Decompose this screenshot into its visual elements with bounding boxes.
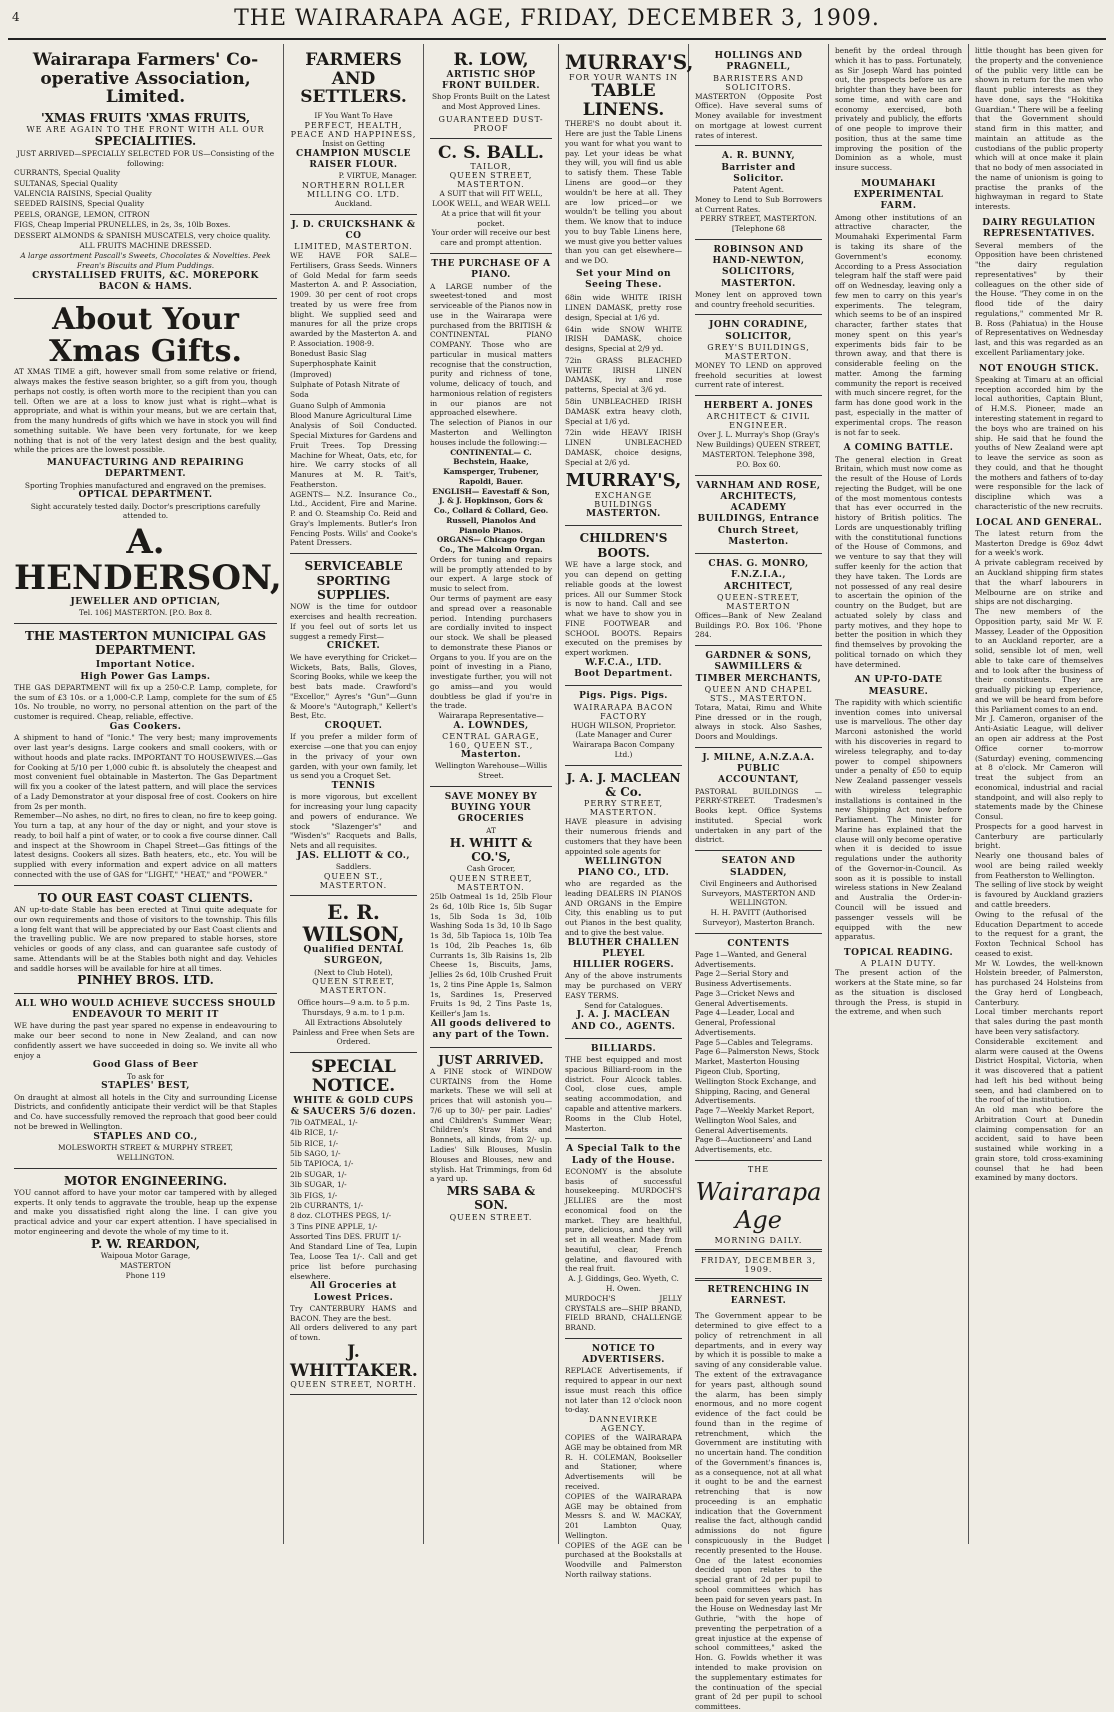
terms: Our terms of payment are easy and spread over a reasonable period. Intending purchasers are cordially invited to inspect our stock. We shall be pleased to demonstrate these Pianos or Organs to you. If you are on the point of investing in a Piano, investigate further, you will not go amiss—and you would doubtless be glad if you're in the trade. bbox=[430, 594, 552, 711]
retrenching-body: The Government appear to be determined to give effect to a policy of retrenchment in all departments, and in every way by which it is possible to make a saving of any considerable value. The extent of the extravagance for years past, although sound the alarm, has been simply enormous, and no more cogent evidence of the fact could be found than in the regime of retrenchment, which the Government are instituting with no uncertain hand. The condition of the Government's finances is, as a consequence, not at all what it ought to be and the earnest retrenching that is now proceeding is an emphatic indication that the Government realise the fact, although candid admissions do not figure conspicuously in the Budget recently presented to the House. One of the latest economies decided upon relates to the special grant of 2d per pupil to school committees which has been paid for seven years past. In the House on Wednesday last Mr Guthrie, "with the hope of preventing the perpetration of a great injustice at the expense of school committees," asked the Hon. G. Fowlds whether it was intended to make provision on the supplementary estimates for the continuation of the special grant of 2d per pupil to school committees. bbox=[695, 1311, 822, 1712]
contents-item: Page 6—Palmerston News, Stock Market, Masterton Housing Pigeon Club, Sporting, Wellington Stock Exchange, and Shipping, Racing, and General Advertisements. bbox=[695, 1047, 819, 1106]
seaton-body: Civil Engineers and Authorised Surveyors, MASTERTON AND WELLINGTON. bbox=[699, 878, 818, 908]
whitt-loc: QUEEN STREET, MASTERTON. bbox=[449, 874, 533, 893]
novelties: A large assortment Pascall's Sweets, Chocolates & Novelties. Peek Frean's Biscuits and Plum Puddings. bbox=[20, 251, 271, 271]
murrays-linen-ad bbox=[565, 46, 694, 526]
local-item: Considerable excitement and alarm were caused at the Owens District Hospital, Victoria, when it was discovered that a patient had left his bed without being seen, and had clambered on to the roof of the institution. bbox=[975, 1036, 1103, 1105]
cricket-head: CRICKET. bbox=[326, 641, 381, 652]
at: AT bbox=[486, 825, 496, 835]
moumahaki-title: MOUMAHAKI EXPERIMENTAL FARM. bbox=[853, 178, 944, 212]
bluther-line: BLUTHER CHALLEN PLEYEL bbox=[567, 937, 680, 959]
bacon-ad bbox=[565, 686, 682, 765]
molesworth: MOLESWORTH STREET & MURPHY STREET, bbox=[58, 1142, 233, 1152]
coradine: JOHN CORADINE, SOLICITOR, bbox=[709, 320, 808, 342]
fertiliser-row: Blood Manure Agricultural Lime bbox=[290, 410, 412, 420]
local-item: Mr J. Cameron, organiser of the Anti-Asiatic League, will deliver an open air address at the Post Office corner to-morrow (Saturday) evening, commencing at 8 o'clock. Mr Cameron will treat the subject from an economical, industrial and racial standpoint, and will also reply to statements made by the Chinese Consul. bbox=[975, 714, 1103, 822]
local-item: A private cablegram received by an Auckland shipping firm states that the wharf labourers in Melbourne are on strike and ships are not discharging. bbox=[975, 558, 1103, 607]
dannevirke: DANNEVIRKE AGENCY. bbox=[589, 1415, 658, 1434]
wfca-boots-ad bbox=[565, 526, 682, 686]
croquet-body: If you prefer a milder form of exercise —one that you can enjoy in the privacy of your own garden, with your own family, let us send you a Croquet Set. bbox=[290, 732, 417, 781]
varnham-ad bbox=[695, 476, 822, 555]
tennis-body: is more vigorous, but excellent for increasing your lung capacity and powers of endurance. We stock "Slazenger's" and "Wisden's" Racquets and Balls, Nets and all requisites. bbox=[290, 792, 417, 851]
retrench-continued: benefit by the ordeal through which it has to pass. Fortunately, as Sir Joseph Ward has pointed out, the prospects before us are brighter than they have been for some time, and with care and economy exercised, both privately and publicly, the efforts of one people to improve their position, thus at the same time improving the position of the Dominion as a whole, must insure success. bbox=[835, 46, 962, 173]
elliott-loc: QUEEN ST., MASTERTON. bbox=[319, 872, 388, 891]
local-item: Prospects for a good harvest in Canterbury are particularly bright. bbox=[975, 821, 1103, 851]
battle-title: A COMING BATTLE. bbox=[843, 443, 954, 454]
front-line: WE ARE AGAIN TO THE FRONT WITH ALL OUR bbox=[26, 125, 265, 135]
insist: Insist on Getting bbox=[322, 138, 385, 148]
order-care: Your order will receive our best care and prompt attention. bbox=[431, 228, 551, 248]
low-name: R. LOW, bbox=[453, 50, 529, 70]
important-notice: Important Notice. bbox=[95, 660, 196, 671]
grocery-item: 3lb SUGAR, 1/- bbox=[290, 1180, 347, 1190]
monro-loc: QUEEN-STREET, MASTERTON bbox=[717, 592, 800, 611]
analysis: Analysis of Soil Conducted. Special Mixtures for Gardens and Fruit Trees. Top Dressing Machine for Wheat, Oats, etc, for hire. We carry stocks of all Manures at M. R. Tait's, Featherston. bbox=[290, 421, 417, 489]
ball-ad bbox=[430, 139, 552, 254]
hollings-ad bbox=[695, 46, 822, 146]
piano-body-2: The selection of Pianos in our Masterton and Wellington houses include the following:— bbox=[430, 418, 552, 447]
coradine-ad bbox=[695, 315, 822, 396]
masthead-title: THE WAIRARAPA AGE, FRIDAY, DECEMBER 3, 1909. bbox=[234, 6, 880, 31]
the: THE bbox=[747, 1164, 770, 1174]
save-money: SAVE MONEY BY BUYING YOUR GROCERIES bbox=[444, 791, 538, 825]
henderson-tel: Tel. 106] MASTERTON. [P.O. Box 8. bbox=[78, 607, 213, 617]
editorial-masthead bbox=[695, 1161, 822, 1308]
fruit-item: SEEDED RAISINS, Special Quality bbox=[14, 199, 145, 209]
whitt-ad bbox=[430, 787, 552, 1048]
lowest-prices: All Groceries at Lowest Prices. bbox=[310, 1281, 397, 1303]
standard-line: And Standard Line of Tea, Lupin Tea, Loose Tea 1/-. Call and get price list before purchasing elsewhere. bbox=[290, 1242, 417, 1281]
grocery-item: 3lb FIGS, 1/- bbox=[290, 1190, 338, 1200]
ask-for: To ask for bbox=[127, 1071, 164, 1081]
local-item: Nearly one thousand bales of wool are being railed weekly from Featherston to Wellington. bbox=[975, 851, 1103, 880]
cruickshank-limited: LIMITED, MASTERTON. bbox=[294, 242, 413, 252]
monro-body: Offices—Bank of New Zealand Buildings P.O. Box 106. 'Phone 284. bbox=[695, 610, 822, 640]
patent: Patent Agent. bbox=[733, 185, 784, 195]
northern-milling-ad bbox=[290, 46, 417, 215]
xmas-fruits: 'XMAS FRUITS 'XMAS FRUITS, bbox=[40, 111, 251, 126]
farmers-coop-ad bbox=[14, 46, 277, 299]
henderson-name: A. HENDERSON, bbox=[14, 522, 282, 598]
pinhey-name: PINHEY BROS. LTD. bbox=[77, 973, 214, 988]
crystallised: CRYSTALLISED FRUITS, &C. MOREPORK BACON & HAMS. bbox=[32, 270, 259, 293]
grocery-item: 5lb TAPIOCA, 1/- bbox=[290, 1159, 354, 1169]
lowndes: A. LOWNDES, bbox=[453, 720, 529, 731]
cruickshank-ad bbox=[290, 215, 417, 555]
guaranteed: GUARANTEED DUST-PROOF bbox=[438, 114, 544, 133]
delivered: All goods delivered to any part of the Town. bbox=[430, 1019, 552, 1041]
manufacturing: MANUFACTURING AND REPAIRING DEPARTMENT. bbox=[46, 458, 245, 480]
contents bbox=[695, 934, 822, 1161]
enough-body: Speaking at Timaru at an official reception accorded him by the local authorities, Captain Blunt, of H.M.S. Pioneer, made an interesting statement in regard to the boys who are trained on his ship. He said that he found the youths of New Zealand were apt to leave the service as soon as they could, and that he thought the mothers and fathers of to-day were responsible for the lack of discipline which was a characteristic of the new recruits. bbox=[975, 374, 1103, 511]
battle-body: The general election in Great Britain, which must now come as the result of the House of Lords rejecting the Budget, will be one of the most momentous contests that has ever occurred in the history of British politics. The Lords are unquestionably trifling with the constitutional functions of the House of Commons, and we venture to say that they will suffer keenly for the action that they have taken. The Lords are not possessed of any real desire to ascertain the opinion of the country on the Budget, but are actuated solely by class and party motives, and they hope to better the position in which they find themselves by provoking the political tornado on which they have determined. bbox=[835, 454, 962, 669]
croquet-head: CROQUET. bbox=[324, 721, 383, 732]
measure-title: AN UP-TO-DATE MEASURE. bbox=[854, 675, 943, 697]
continental: CONTINENTAL— C. Bechstein, Haake, Kamsperger, Trubener, Rapoldi, Bauer. bbox=[443, 447, 539, 486]
ball-loc: QUEEN STREET, MASTERTON. bbox=[449, 171, 533, 190]
all-who: ALL WHO WOULD ACHIEVE SUCCESS SHOULD ENDEAVOUR TO MERIT IT bbox=[15, 998, 276, 1021]
whittaker-name: J. WHITTAKER. bbox=[290, 1341, 418, 1381]
retrenching-title: RETRENCHING IN EARNEST. bbox=[707, 1284, 810, 1307]
reardon-sub: Waipoua Motor Garage, bbox=[100, 1251, 191, 1261]
bunny-perry: PERRY STREET, MASTERTON. [Telephone 68 bbox=[700, 214, 817, 234]
monro: CHAS. G. MONRO, F.N.Z.I.A., ARCHITECT, bbox=[708, 559, 809, 592]
optical: OPTICAL DEPARTMENT. bbox=[78, 490, 213, 501]
pinhey-ad bbox=[14, 886, 277, 994]
billiards: BILLIARDS. bbox=[590, 1043, 657, 1054]
grocery-item: 7lb OATMEAL, 1/- bbox=[290, 1118, 358, 1127]
gardner-loc: QUEEN AND CHAPEL STS., MASTERTON. bbox=[704, 684, 813, 703]
staples-best: STAPLES' BEST, bbox=[101, 1081, 190, 1092]
fertiliser-row: Superphosphate Kainit (Improved) bbox=[290, 359, 377, 379]
grocery-item: 2lb CURRANTS, 1/- bbox=[290, 1200, 364, 1210]
reardon-phone: Phone 119 bbox=[125, 1270, 166, 1280]
moumahaki-body: Among other institutions of an attractive character, the Moumahaki Experimental Farm is taking its share of the Government's economy. According to a Press Association telegram half the staff were paid off on Wednesday, leaving only a few men to carry on this year's experiments. The telegram, which seems to be of an inspired character, farther states that money spent on this year's experiments bids fair to be thrown away, and that there is considerable feeling on the matter. Among the farming community the report is received with much sincere regret, for the farm has done good work in the past, especially in the matter of experimental crops. The reason is not far to seek. bbox=[835, 212, 962, 437]
money: Money to Lend to Sub Borrowers at Current Rates. bbox=[695, 194, 822, 214]
murdoch-ad bbox=[565, 1139, 682, 1339]
virtue: P. VIRTUE, Manager. bbox=[338, 171, 417, 181]
fruit-item: DESSERT ALMONDS & SPANISH MUSCATELS, very choice quality. bbox=[14, 230, 271, 240]
reardon-ad bbox=[14, 1169, 277, 1286]
tuning: Orders for tuning and repairs will be promptly attended to by our expert. A large stock of music to select from. bbox=[430, 554, 552, 594]
fertiliser-row: Bonedust Basic Slag bbox=[290, 348, 367, 358]
special-notice: SPECIAL NOTICE. bbox=[311, 1057, 396, 1096]
staples-body: WE have during the past year spared no expense in endeavouring to make our beer second to none in New Zealand, and can now confidently assert we have succeeded in doing so. We invite all who enjoy a bbox=[14, 1021, 277, 1060]
any-above: Any of the above instruments may be purchased on VERY EASY TERMS. bbox=[565, 971, 682, 1000]
column-5 bbox=[689, 44, 829, 1712]
column-3 bbox=[424, 44, 559, 1544]
milne-ad bbox=[695, 748, 822, 851]
murrays-title: MURRAY'S, bbox=[565, 50, 694, 74]
grocery-item: 5lb RICE, 1/- bbox=[290, 1138, 339, 1148]
late-manager: (Late Manager and Curer Wairarapa Bacon Company Ltd.) bbox=[572, 730, 675, 759]
linen-item: 58in UNBLEACHED IRISH DAMASK extra heavy cloth, Special at 1/6 yd. bbox=[565, 397, 682, 426]
tailor: TAILOR, bbox=[470, 162, 512, 172]
copies-3: COPIES of the AGE can be purchased at the Bookstalls at Woodville and Palmerston North railway stations. bbox=[565, 1540, 682, 1579]
wairarapa-age-logo: Wairarapa Age bbox=[695, 1177, 822, 1234]
elliott-ad bbox=[290, 554, 417, 896]
shop-front: Shop Fronts Built on the Latest and Most Approved Lines. bbox=[431, 92, 550, 111]
billiards-body: THE best equipped and most spacious Billiard-room in the district. Four Alcock tables. Cool, close cues, ample seating accommodation, and capable and attentive markers. Rooms in the Club Hotel, Masterton. bbox=[565, 1055, 682, 1133]
wilson-loc: QUEEN STREET, MASTERTON. bbox=[312, 977, 395, 996]
dental: Qualified DENTAL SURGEON, bbox=[303, 945, 404, 967]
price: At a price that will fit your pocket. bbox=[441, 208, 541, 228]
ball-name: C. S. BALL. bbox=[438, 142, 544, 163]
motor-body: YOU cannot afford to have your motor car tampered with by alleged experts. It only tends to aggravate the trouble, heap up the expense and make you dissatisfied right along the line. I can give you practical advice and your car expert attention. I have specialised in motor engineering and devote the whole of my time to it. bbox=[14, 1187, 277, 1236]
murrays-title-2: MURRAY'S, bbox=[565, 470, 682, 492]
milne: J. MILNE, A.N.Z.A.A. PUBLIC ACCOUNTANT, bbox=[702, 752, 815, 786]
low-ad bbox=[430, 46, 552, 139]
cruickshank-body: WE HAVE FOR SALE—Fertilisers, Grass Seeds. Winners of Gold Medal for farm seeds Masterton A. and P. Association, 1909. 30 per cent of root crops treated by us were free from blight. We supplied seed and manures for all the prize crops awarded by the Masterton A. and P. Association. 1908-9. bbox=[290, 251, 417, 349]
elliott-name: JAS. ELLIOTT & CO., bbox=[297, 851, 410, 862]
contents-item: Page 3—Cricket News and General Advertisements. bbox=[695, 988, 795, 1008]
fruit-item: SULTANAS, Special Quality bbox=[14, 178, 118, 188]
cash-grocer: Cash Grocer, bbox=[466, 864, 516, 874]
representative: Wairarapa Representative— bbox=[438, 711, 544, 721]
wellington: WELLINGTON. bbox=[116, 1152, 175, 1162]
exchange: EXCHANGE BUILDINGS bbox=[594, 491, 653, 510]
auckland: Auckland. bbox=[334, 198, 373, 208]
contents-item: Page 4—Leader, Local and General, Professional Advertisements. bbox=[695, 1008, 795, 1037]
murrays-masterton: MASTERTON. bbox=[586, 509, 661, 520]
assoc-name: Wairarapa Farmers' Co-operative Association, Limited. bbox=[32, 50, 259, 108]
contents-item: Page 2—Serial Story and Business Advertisements. bbox=[695, 969, 792, 989]
col7-body-1: little thought has been given for the property and the convenience of the public very little can be shown in return for the men who flaunt public interests as they have done, says the "Hokitika Guardian." There will be a feeling that the Government should stand firm in this matter, and maintain an attitude as the custodians of the public property which will at once make it plain that no body of men associated in the name of unionism is going to practise the pranks of the highwayman in regard to State interests. bbox=[975, 46, 1103, 212]
morning-daily: MORNING DAILY. bbox=[714, 1235, 803, 1245]
bacon-factory: WAIRARAPA BACON FACTORY bbox=[573, 702, 674, 721]
local-item: Owing to the refusal of the Education Department to accede to the request for a grant, the Foxton Technical School has ceased to exist. bbox=[975, 909, 1103, 958]
coradine-body: MONEY TO LEND on approved freehold securities at lowest current rate of interest. bbox=[695, 360, 822, 390]
special-talk: A Special Talk to the Lady of the House. bbox=[566, 1144, 681, 1166]
local-item: The selling of live stock by weight is favoured by Auckland graziers and cattle breeders. bbox=[975, 880, 1103, 910]
piano-ad bbox=[430, 254, 552, 787]
orders: All orders delivered to any part of town. bbox=[290, 1323, 417, 1343]
grocery-item: 2lb SUGAR, 1/- bbox=[290, 1169, 347, 1179]
pigs: Pigs. Pigs. Pigs. bbox=[579, 691, 668, 702]
gifts-title: About Your Xmas Gifts. bbox=[49, 302, 242, 369]
column-4 bbox=[559, 44, 694, 1579]
white-cups: WHITE & GOLD CUPS & SAUCERS 5/6 dozen. bbox=[290, 1095, 417, 1117]
artistic: ARTISTIC SHOP FRONT BUILDER. bbox=[441, 69, 541, 91]
milne-body: PASTORAL BUILDINGS — PERRY-STREET. Tradesmen's Books kept. Office Systems instituted. Special work undertaken in any part of the district. bbox=[695, 786, 822, 845]
whitt-name: H. WHITT & CO.'S, bbox=[449, 835, 533, 864]
replace: REPLACE Advertisements, if required to appear in our next issue must reach this office not later than 12 o'clock noon to-day. bbox=[565, 1366, 682, 1415]
wfca: W.F.C.A., LTD. bbox=[585, 657, 662, 668]
robinson: ROBINSON AND HAND-NEWTON, SOLICITORS, MASTERTON. bbox=[712, 244, 805, 289]
want-line: IF You Want To Have bbox=[314, 111, 393, 121]
gas-body-1: THE GAS DEPARTMENT will fix up a 250-C.P. Lamp, complete, for the sum of £3 10s. or a 1,000-C.P. Lamp, complete for the sum of £5 10s. No trouble, no worry, no personal attention on the part of the customer is required. Cheap, reliable, effective. bbox=[14, 682, 277, 722]
hugh-wilson: HUGH WILSON, Proprietor. bbox=[570, 720, 677, 730]
wilson-ad bbox=[290, 896, 417, 1053]
whitt-prices: 25lb Oatmeal 1s 1d, 25lb Flour 2s 6d, 10lb Rice 1s, 5lb Sugar 1s, 5lb Soda 1s 3d, 10lb Washing Soda 1s 3d, 10 lb Sago 1s 3d, 5lb Tapioca 1s, 10lb Tea 1s 10d, 2lb Peaches 1s, 6lb Currants 1s, 3lb Raisins 1s, 2lb Cheese 1s, Biscuits, Jams, Jellies 2s 6d, 10lb Crushed Fruit 1s, 2 tins Pine Apple 1s, Salmon 1s, Sardines 1s, Preserved Fruits 1s 9d, 2 Tins Paste 1s, Keiller's Jam 1s. bbox=[430, 892, 552, 1019]
masthead bbox=[8, 4, 1106, 40]
contents-item: Page 5—Cables and Telegrams. bbox=[695, 1037, 813, 1047]
maclean-name: J. A. J. MACLEAN & Co. bbox=[566, 770, 681, 800]
club-hotel: (Next to Club Hotel), bbox=[314, 967, 393, 977]
topical-title: TOPICAL READING. bbox=[843, 948, 954, 959]
high-power: High Power Gas Lamps. bbox=[80, 671, 211, 682]
linen-item: 72in wide HEAVY IRISH LINEN UNBLEACHED DAMASK, choice designs, Special at 2/6 yd. bbox=[565, 428, 682, 467]
northern: NORTHERN ROLLER MILLING CO. LTD. bbox=[301, 180, 406, 199]
column-6 bbox=[829, 44, 969, 1544]
giddings: A. J. Giddings, Geo. Wyeth, C. H. Owen. bbox=[568, 1274, 679, 1293]
draught: On draught at almost all hotels in the City and surrounding License Districts, and confidently anticipate their verdict will be that Staples and Co. have successfully removed the reproach that good beer could not be brewed in Wellington. bbox=[14, 1092, 277, 1131]
leading: who are regarded as the leading DEALERS IN PIANOS AND ORGANS in the Empire City, this enabling us to put out Pianos in the best quality, and to give the best value. bbox=[565, 879, 682, 937]
farmers-settlers: FARMERS AND SETTLERS. bbox=[300, 50, 407, 108]
canterbury: Try CANTERBURY HAMS and BACON. They are the best. bbox=[290, 1303, 417, 1323]
measure-body: The rapidity with which scientific invention comes into universal use is marvellous. The other day Marconi astonished the world with his discoveries in regard to wireless telegraphy, and to-day power to compel shipowners under a penalty of £50 to equip New Zealand passenger vessels with wireless telegraphic installations is contained in the new Shipping Act now before Parliament. The Minister for Marine has explained that the clause will only become operative when it is decided to issue regulations under the authority of the Governor-in-Council. As soon as it is possible to install wireless stations in New Zealand and Australia the Order-in-Council will be issued and passenger vessels will be equipped with the new apparatus. bbox=[835, 697, 962, 942]
for-your: FOR YOUR WANTS IN bbox=[569, 73, 678, 82]
varnham: VARNHAM AND ROSE, ARCHITECTS, ACADEMY BUILDINGS, Entrance Church Street, Masterton. bbox=[696, 480, 821, 547]
english: ENGLISH— Eavestaff & Son, J. & J. Hopkinson, Gors & Co., Collard & Collard, Geo. Russell, Pianolos And Pianolo Pianos. bbox=[432, 486, 550, 535]
economy: ECONOMY is the absolute basis of successful housekeeping. MURDOCH'S JELLIES are the most economical food on the market. They are healthful, pure, delicious, and they will set in all weather. Made from beautiful, clear, French gelatine, and flavoured with the real fruit. bbox=[565, 1166, 682, 1274]
wilson-name: E. R. WILSON, bbox=[302, 900, 405, 947]
notices bbox=[565, 1339, 682, 1585]
perfect-line: PERFECT, HEALTH, PEACE AND HAPPINESS, bbox=[290, 120, 417, 139]
contents-title: CONTENTS bbox=[727, 938, 790, 949]
whittaker-loc: QUEEN STREET, NORTH. bbox=[290, 1380, 417, 1390]
seaton: SEATON AND SLADDEN, bbox=[721, 856, 796, 878]
cruickshank: J. D. CRUICKSHANK & CO bbox=[291, 219, 416, 241]
robinson-ad bbox=[695, 240, 822, 316]
architect: ARCHITECT & CIVIL ENGINEER. bbox=[706, 412, 811, 431]
henderson-ad bbox=[14, 299, 282, 623]
local-title: LOCAL AND GENERAL. bbox=[975, 517, 1103, 528]
boot-dept: Boot Department. bbox=[574, 669, 673, 680]
copies-2: COPIES of the WAIRARAPA AGE may be obtained from Messrs S. and W. MACKAY, 201 Lambton Quay, Wellington. bbox=[565, 1491, 682, 1540]
gifts-body: AT XMAS TIME a gift, however small from some relative or friend, always makes the festive season brighter, so a gift from you, though perhaps not costly, is often worth more to the recipient than you can tell. Often we are at a loss to know just what is right—what is appropriate, and what is within your means, but we are certain that, from the many hundreds of gifts which we have in stock you will find something suitable. We have been very fortunate, for we keep nothing that is not of the very latest design and the best quality, while the prices are the lowest possible. bbox=[14, 367, 277, 455]
fruit-item: PEELS, ORANGE, LEMON, CITRON bbox=[14, 209, 150, 219]
hollings: HOLLINGS AND PRAGNELL, bbox=[714, 51, 803, 73]
grocery-item: 5lb SAGO, 1/- bbox=[290, 1149, 341, 1159]
linen-item: 68in wide WHITE IRISH LINEN DAMASK, pretty rose design, Special at 1/6 yd. bbox=[565, 293, 682, 322]
suit: A SUIT that will FIT WELL, LOOK WELL, and WEAR WELL bbox=[432, 189, 550, 209]
murdoch-brands: MURDOCH'S JELLY CRYSTALS are—SHIP BRAND, FIELD BRAND, CHALLENGE BRAND. bbox=[565, 1293, 682, 1333]
staples-ad bbox=[14, 994, 277, 1169]
local-item: Local timber merchants report that sales during the past month have been very satisfactory. bbox=[975, 1007, 1103, 1036]
copies-1: COPIES of the WAIRARAPA AGE may be obtained from MR R. H. COLEMAN, Bookseller and Stationer, where Advertisements will be received. bbox=[565, 1433, 682, 1491]
assorted: Assorted Tins DES. FRUIT 1/- bbox=[290, 1231, 402, 1241]
sporting-body: NOW is the time for outdoor exercises and health recreation. If you feel out of sorts let us suggest a remedy First— bbox=[290, 602, 417, 641]
central: CENTRAL GARAGE, 160, QUEEN ST., bbox=[442, 732, 540, 751]
gas-department-ad bbox=[14, 624, 277, 886]
billiards-ad bbox=[565, 1039, 682, 1139]
gardner-body: Totara, Matai, Rimu and White Pine dressed or in the rough, always in stock. Also Sashes, Doors and Mouldings. bbox=[695, 702, 822, 742]
hillier-line: HILLIER ROGERS. bbox=[572, 960, 675, 971]
tennis-head: TENNIS bbox=[331, 781, 376, 792]
reardon-name: P. W. REARDON, bbox=[91, 1236, 200, 1251]
whittaker-ad bbox=[290, 1053, 417, 1395]
piano-masterton: Masterton. bbox=[460, 750, 522, 761]
maclean-ad bbox=[565, 766, 682, 1039]
organ: ORGANS— Chicago Organ Co., The Malcolm Organ. bbox=[436, 535, 546, 555]
just-arrived: JUST ARRIVED. bbox=[438, 1052, 544, 1067]
local-item: The latest return from the Masterton Dredge is 69oz 4dwt for a week's work. bbox=[975, 528, 1103, 558]
column-1 bbox=[8, 44, 284, 1544]
fertiliser-row: Guano Sulph of Ammonia bbox=[290, 400, 386, 410]
robinson-body: Money lent on approved town and country freehold securities. bbox=[695, 289, 822, 309]
linen-item: 64in wide SNOW WHITE IRISH DAMASK, choice designs, Special at 2/9 yd. bbox=[565, 324, 682, 354]
cricket-body: We have everything for Cricket—Wickets, Bats, Balls, Gloves, Scoring Books, while we keep the best bats made. Crawford's "Excellor," Ayres's "Gun"—Gunn & Moore's "Autograph," Kellert's Best, Etc. bbox=[290, 652, 417, 721]
local-item: An old man who before the Arbitration Court at Dunedin claiming compensation for an accident, said to have been sustained while working in a grain store, told cross-examining counsel that he had been examined by many doctors. bbox=[975, 1105, 1103, 1183]
piano-title: THE PURCHASE OF A PIANO. bbox=[431, 259, 551, 281]
good-glass: Good Glass of Beer bbox=[92, 1060, 199, 1071]
linen-item: 72in GRASS BLEACHED WHITE IRISH LINEN DAMASK, ivy and rose patterns, Special at 3/6 yd. bbox=[565, 355, 682, 395]
east-coast-body: AN up-to-date Stable has been erected at Tinui quite adequate for our own requirements and those of visitors to the township. This fills a long felt want that will be appreciated by our East Coast clients and the travelling public. We are now prepared to stable horses, store vehicles or goods of any class, and can guarantee safe custody of same. Attendants will be at the Stables both night and day. Vehicles and saddle horses will be available for hire at all times. bbox=[14, 905, 277, 973]
catalogues: Send for Catalogues. bbox=[584, 1000, 663, 1010]
gas-title: THE MASTERTON MUNICIPAL GAS DEPARTMENT. bbox=[24, 628, 266, 657]
sight: Sight accurately tested daily. Doctor's prescriptions carefully attended to. bbox=[30, 501, 261, 521]
painless: All Extractions Absolutely Painless and Free when Sets are Ordered. bbox=[292, 1017, 415, 1047]
gardner: GARDNER & SONS, SAWMILLERS & TIMBER MERCHANTS, bbox=[695, 651, 822, 684]
dairy-title: DAIRY REGULATION REPRESENTATIVES. bbox=[982, 218, 1096, 240]
gas-cookers: Gas Cookers. bbox=[109, 721, 182, 732]
sporting-trophies: Sporting Trophies manufactured and engraved on the premises. bbox=[24, 480, 267, 490]
champion: CHAMPION MUSCLE RAISER FLOUR. bbox=[296, 148, 411, 170]
fertiliser-row: Sulphate of Potash Nitrate of Soda bbox=[290, 379, 400, 400]
motor-title: MOTOR ENGINEERING. bbox=[63, 1173, 228, 1188]
gardner-ad bbox=[695, 646, 822, 748]
sporting-title: SERVICEABLE SPORTING SUPPLIES. bbox=[304, 559, 403, 603]
set-mind: Set your Mind on Seeing These. bbox=[575, 268, 672, 291]
column-2 bbox=[284, 44, 424, 1544]
jones-loc: Over J. L. Murray's Shop (Gray's New Buildings) QUEEN STREET, MASTERTON. Telephone 398, P.O. Box 60. bbox=[696, 430, 821, 469]
jones: HERBERT A. JONES bbox=[703, 401, 814, 412]
jeweller: JEWELLER AND OPTICIAN, bbox=[70, 596, 221, 607]
monro-ad bbox=[695, 554, 822, 646]
arrived-line: JUST ARRIVED—SPECIALLY SELECTED FOR US—Consisting of the following: bbox=[16, 148, 275, 168]
plain-duty-body: The present action of the workers at the State mine, so far as the situation is disclosed through the Press, is stupid in the extreme, and when such bbox=[835, 968, 962, 1017]
linen-body: THERE'S no doubt about it. Here are just the Table Linens you want for what you want to pay. Let your ideas be what they will, you will find us able to satisfy them. These Table Linens are good—or they wouldn't be here at all. They are low priced—or we wouldn't be telling you about them. We know that to induce you to buy Table Linens here, we must give you better values than you can get elsewhere—and we DO. bbox=[565, 119, 682, 266]
notice-advertisers: NOTICE TO ADVERTISERS. bbox=[582, 1343, 665, 1366]
contents-item: Page 1—Wanted, and General Advertisements. bbox=[695, 949, 807, 969]
grocery-item: 8 doz. CLOTHES PEGS, 1/- bbox=[290, 1211, 392, 1221]
local-item: The new members of the Opposition party, said Mr W. F. Massey, Leader of the Opposition to an Auckland reporter, are a solid, sensible lot of men, well able to take care of themselves and to look after the business of their constituents. They are gradually picking up experience, and we will be heard from before this Parliament comes to an end. bbox=[975, 607, 1103, 714]
agents: AGENTS— N.Z. Insurance Co., Ltd., Accident, Fire and Marine. P. and O. Steamship Co. Reid and Gray's Implements. Butler's Iron Fencing Posts. Wills' and Cooke's Patent Dressers. bbox=[290, 489, 417, 548]
reardon-loc: MASTERTON bbox=[119, 1260, 172, 1270]
saba-loc: QUEEN STREET. bbox=[449, 1212, 533, 1222]
east-coast: TO OUR EAST COAST CLIENTS. bbox=[37, 890, 253, 905]
fruit-item: FIGS, Cheap Imperial PRUNELLES, in 2s, 3s, 10lb Boxes. bbox=[14, 220, 231, 230]
specialities: SPECIALITIES. bbox=[94, 134, 197, 149]
grocery-item: 3 Tins PINE APPLE, 1/- bbox=[290, 1221, 378, 1231]
fruit-item: VALENCIA RAISINS, Special Quality bbox=[14, 189, 152, 199]
seaton-ad bbox=[695, 851, 822, 933]
wellington-warehouse: Wellington Warehouse—Willis Street. bbox=[435, 761, 547, 781]
bunny: A. R. BUNNY, Barrister and Solicitor. bbox=[721, 151, 796, 184]
grocery-item: 4lb RICE, 1/- bbox=[290, 1128, 339, 1138]
local-item: Mr W. Lowdes, the well-known Holstein breeder, of Palmerston, has purchased 24 Holsteins from the Gray herd of Longbeach, Canterbury. bbox=[975, 958, 1103, 1007]
fruit-item: CURRANTS, Special Quality bbox=[14, 168, 121, 178]
staples-co: STAPLES AND CO., bbox=[93, 1131, 198, 1142]
arrived-body: A FINE stock of WINDOW CURTAINS from the Home markets. These we will sell at prices that will astonish you—7/6 up to 30/- per pair. Ladies' and Children's Summer Wear; Children's Straw Hats and Bonnets, all kinds, from 2/- up. Ladies' Silk Blouses, Muslin Blouses and Blouses, new and stylish. Hat Trimmings, from 6d a yard up. bbox=[430, 1066, 552, 1184]
maclean-agents: J. A. J. MACLEAN AND CO., AGENTS. bbox=[571, 1010, 676, 1032]
saba-ad bbox=[430, 1048, 552, 1227]
table-linens: TABLE LINENS. bbox=[582, 81, 665, 120]
hollings-body: MASTERTON (Opposite Post Office). Have several sums of Money available for investment on mortgage at lowest current rates of interest. bbox=[695, 91, 822, 140]
boots-body: WE have a large stock, and you can depend on getting reliable goods at the lowest prices. All our Summer Stock is now to hand. Call and see what we have to show you in FINE FOOTWEAR and SCHOOL BOOTS. Repairs executed on the premises by expert workmen. bbox=[565, 560, 682, 658]
piano-body: A LARGE number of the sweetest-toned and most serviceable of the Pianos now in use in the Wairarapa were purchased from the BRITISH & CONTINENTAL PIANO COMPANY. Those who are particular in musical matters recognise that the construction, purity and richness of tone, volume, delicacy of touch, and harmonious relation of registers in our pianos are not approached elsewhere. bbox=[430, 281, 552, 418]
office-hours: Office hours—9 a.m. to 5 p.m. Thursdays, 9 a.m. to 1 p.m. bbox=[297, 998, 410, 1018]
maclean-body: HAVE pleasure in advising their numerous friends and customers that they have been appointed sole agents for bbox=[565, 817, 682, 856]
saddlers: Saddlers. bbox=[335, 862, 372, 872]
plain-duty: A PLAIN DUTY. bbox=[860, 959, 937, 969]
barristers: BARRISTERS AND SOLICITORS. bbox=[713, 73, 804, 92]
maclean-loc: PERRY STREET, MASTERTON. bbox=[583, 799, 664, 818]
gas-body-2: A shipment to hand of "Ionic." The very best; many improvements over last year's designs. Large cookers and small cookers, with or without hoods and plate racks. IMPORTANT TO HOUSEWIVES.—Gas for Cooking at 5/10 per 1,000 cubic ft. is absolutely the cheapest and most convenient fuel obtainable in Masterton. The Gas Department will fix you a cooker of the latest pattern, and will place the services of a Lady Demonstrator at your disposal free of cost. Cookers on hire from 2s per month. bbox=[14, 733, 277, 811]
wellington-piano: WELLINGTON PIANO CO., LTD. bbox=[577, 856, 670, 878]
bunny-ad bbox=[695, 146, 822, 240]
coradine-loc: GREY'S BUILDINGS, MASTERTON. bbox=[707, 342, 810, 361]
column-7 bbox=[969, 44, 1109, 1544]
contents-item: Page 8—Auctioneers' and Land Advertisements, etc. bbox=[695, 1135, 812, 1155]
enough-title: NOT ENOUGH STICK. bbox=[978, 363, 1100, 374]
gas-body-3: Remember—No ashes, no dirt, no fires to clean, no fire to keep going. You turn a tap, at any hour of the day or night, and your stove is ready, to boil half a pint of water, or to cook a five course dinner. Call and inspect at the Showroom in Chapel Street—Gas fittings of the latest designs. Cookers all sizes. Bath heaters, etc., etc. You will be supplied with every information and expert advice on all matters connected with the use of GAS for "LIGHT," "HEAT," and "POWER." bbox=[14, 811, 277, 879]
children-boots: CHILDREN'S BOOTS. bbox=[579, 531, 668, 560]
fruit-item: ALL FRUITS MACHINE DRESSED. bbox=[79, 240, 212, 250]
contents-item: Page 7—Weekly Market Report, Wellington Wool Sales, and General Advertisements. bbox=[695, 1106, 815, 1135]
page-number: 4 bbox=[12, 10, 20, 24]
jones-ad bbox=[695, 396, 822, 475]
dairy-body: Several members of the Opposition have been christened "the dairy regulation representatives" by their colleagues on the other side of the House. "They come in on the flood tide of the dairy regulations," commented Mr R. B. Ross (Pahiatua) in the House of Representatives on Wednesday last, and this was regarded as an excellent Parliamentary joke. bbox=[975, 240, 1103, 357]
saba-name: MRS SABA & SON. bbox=[446, 1184, 536, 1213]
editorial-date: FRIDAY, DECEMBER 3, 1909. bbox=[700, 1255, 817, 1274]
pavitt: H. H. PAVITT (Authorised Surveyor), Masterton Branch. bbox=[702, 908, 815, 927]
